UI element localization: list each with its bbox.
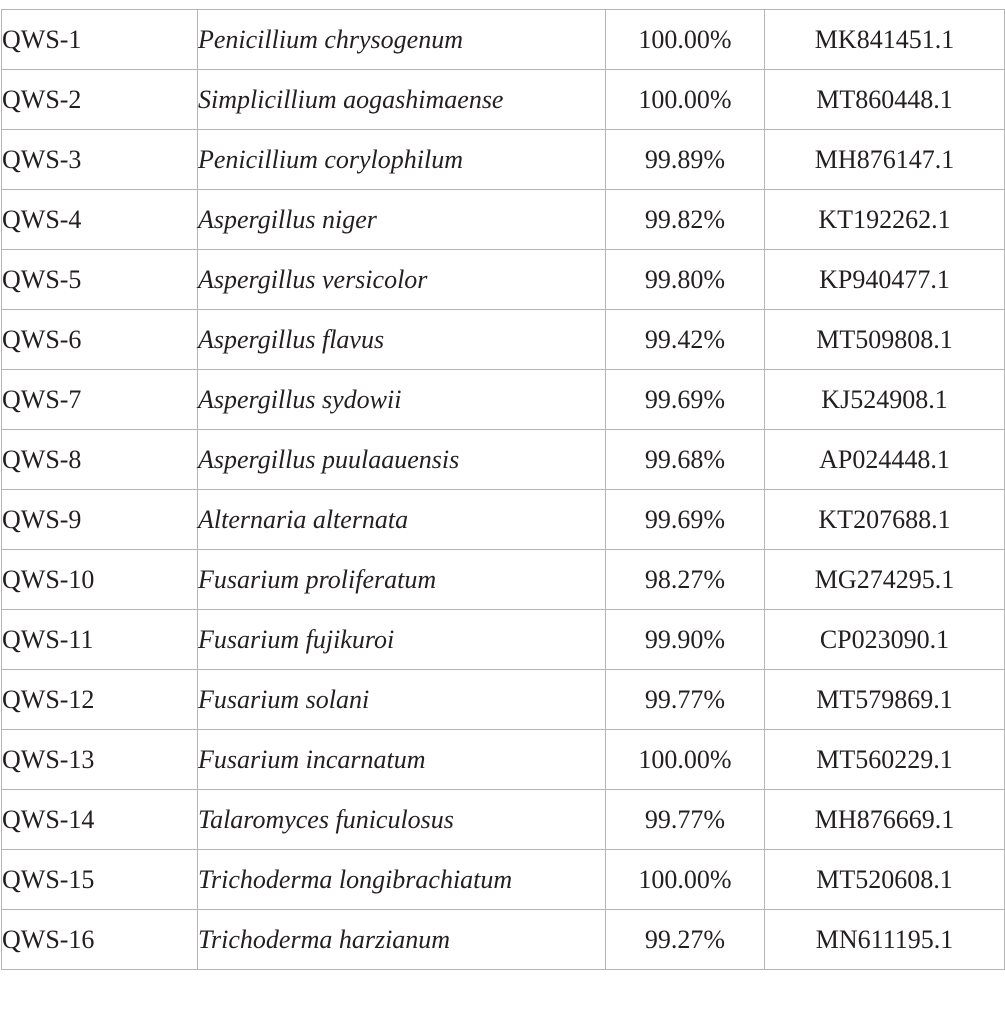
species-name-cell: Fusarium incarnatum: [198, 730, 606, 790]
table-row: [2, 730, 1005, 790]
table-row: [2, 670, 1005, 730]
accession-number-cell: AP024448.1: [765, 430, 1005, 490]
table-row: [2, 550, 1005, 610]
species-name-cell: Trichoderma longibrachiatum: [198, 850, 606, 910]
species-name-cell: Aspergillus puulaauensis: [198, 430, 606, 490]
identity-percent-cell: 99.68%: [606, 430, 765, 490]
species-name-cell: Fusarium proliferatum: [198, 550, 606, 610]
accession-number-cell: KP940477.1: [765, 250, 1005, 310]
isolate-table-container: [1, 9, 1005, 970]
accession-number-cell: CP023090.1: [765, 610, 1005, 670]
table-row: [2, 310, 1005, 370]
accession-number-cell: MG274295.1: [765, 550, 1005, 610]
identity-percent-cell: 99.80%: [606, 250, 765, 310]
isolate-identification-table: [1, 9, 1005, 970]
isolate-code-cell: QWS-1: [2, 10, 198, 70]
identity-percent-cell: 99.89%: [606, 130, 765, 190]
isolate-code-cell: QWS-13: [2, 730, 198, 790]
identity-percent-cell: 99.42%: [606, 310, 765, 370]
identity-percent-cell: 99.82%: [606, 190, 765, 250]
table-row: [2, 70, 1005, 130]
accession-number-cell: MK841451.1: [765, 10, 1005, 70]
accession-number-cell: MN611195.1: [765, 910, 1005, 970]
table-row: [2, 250, 1005, 310]
isolate-code-cell: QWS-16: [2, 910, 198, 970]
species-name-cell: Aspergillus niger: [198, 190, 606, 250]
table-row: [2, 370, 1005, 430]
isolate-code-cell: QWS-9: [2, 490, 198, 550]
accession-number-cell: KJ524908.1: [765, 370, 1005, 430]
accession-number-cell: MT860448.1: [765, 70, 1005, 130]
species-name-cell: Penicillium chrysogenum: [198, 10, 606, 70]
species-name-cell: Fusarium solani: [198, 670, 606, 730]
identity-percent-cell: 99.69%: [606, 490, 765, 550]
table-row: [2, 610, 1005, 670]
identity-percent-cell: 100.00%: [606, 730, 765, 790]
table-row: [2, 430, 1005, 490]
accession-number-cell: MH876669.1: [765, 790, 1005, 850]
isolate-code-cell: QWS-15: [2, 850, 198, 910]
isolate-code-cell: QWS-10: [2, 550, 198, 610]
isolate-code-cell: QWS-3: [2, 130, 198, 190]
species-name-cell: Fusarium fujikuroi: [198, 610, 606, 670]
species-name-cell: Aspergillus versicolor: [198, 250, 606, 310]
identity-percent-cell: 98.27%: [606, 550, 765, 610]
table-row: [2, 130, 1005, 190]
accession-number-cell: MT560229.1: [765, 730, 1005, 790]
table-row: [2, 190, 1005, 250]
species-name-cell: Alternaria alternata: [198, 490, 606, 550]
identity-percent-cell: 100.00%: [606, 850, 765, 910]
table-row: [2, 10, 1005, 70]
identity-percent-cell: 99.77%: [606, 670, 765, 730]
table-row: [2, 850, 1005, 910]
identity-percent-cell: 99.90%: [606, 610, 765, 670]
identity-percent-cell: 99.77%: [606, 790, 765, 850]
table-row: [2, 790, 1005, 850]
accession-number-cell: MT520608.1: [765, 850, 1005, 910]
species-name-cell: Aspergillus flavus: [198, 310, 606, 370]
isolate-code-cell: QWS-8: [2, 430, 198, 490]
isolate-code-cell: QWS-5: [2, 250, 198, 310]
isolate-code-cell: QWS-6: [2, 310, 198, 370]
isolate-code-cell: QWS-11: [2, 610, 198, 670]
accession-number-cell: MT509808.1: [765, 310, 1005, 370]
identity-percent-cell: 100.00%: [606, 10, 765, 70]
species-name-cell: Trichoderma harzianum: [198, 910, 606, 970]
isolate-code-cell: QWS-2: [2, 70, 198, 130]
identity-percent-cell: 100.00%: [606, 70, 765, 130]
isolate-code-cell: QWS-4: [2, 190, 198, 250]
isolate-code-cell: QWS-7: [2, 370, 198, 430]
species-name-cell: Aspergillus sydowii: [198, 370, 606, 430]
accession-number-cell: MT579869.1: [765, 670, 1005, 730]
accession-number-cell: MH876147.1: [765, 130, 1005, 190]
accession-number-cell: KT192262.1: [765, 190, 1005, 250]
species-name-cell: Talaromyces funiculosus: [198, 790, 606, 850]
species-name-cell: Simplicillium aogashimaense: [198, 70, 606, 130]
accession-number-cell: KT207688.1: [765, 490, 1005, 550]
identity-percent-cell: 99.69%: [606, 370, 765, 430]
isolate-code-cell: QWS-12: [2, 670, 198, 730]
isolate-code-cell: QWS-14: [2, 790, 198, 850]
species-name-cell: Penicillium corylophilum: [198, 130, 606, 190]
table-row: [2, 910, 1005, 970]
table-body: [2, 10, 1005, 970]
identity-percent-cell: 99.27%: [606, 910, 765, 970]
table-row: [2, 490, 1005, 550]
